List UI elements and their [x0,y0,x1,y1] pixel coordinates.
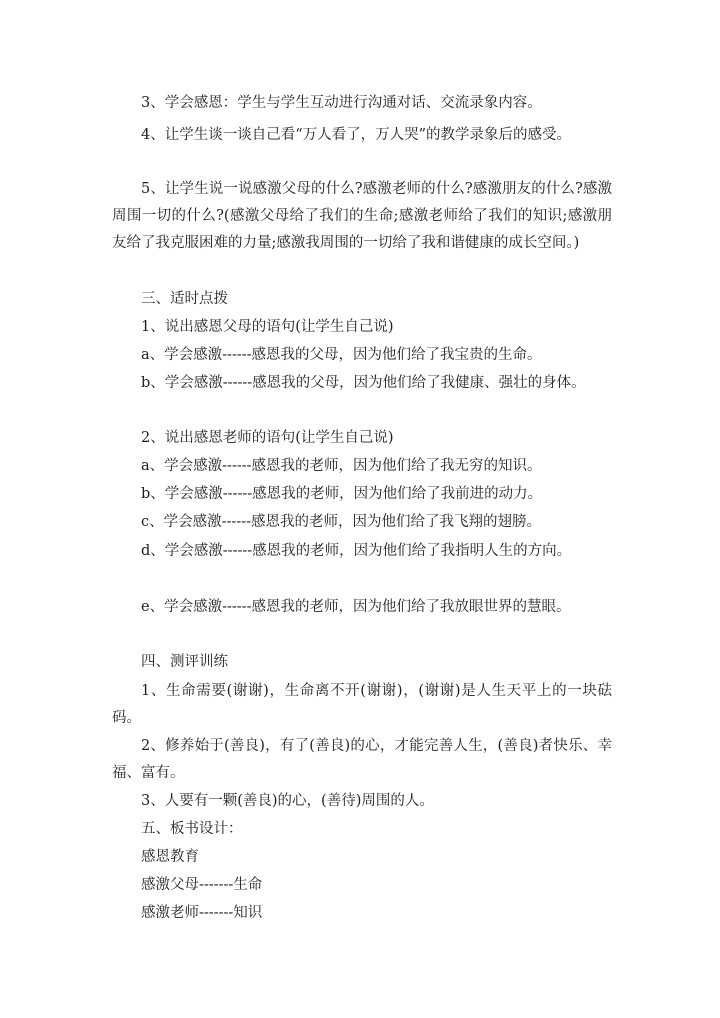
item-teachers-a: a、学会感激------感恩我的老师，因为他们给了我无穷的知识。 [141,458,542,474]
paragraph-5-what-to-thank: 5、让学生说一说感激父母的什么?感激老师的什么?感激朋友的什么?感激周围一切的什么?(感激父母给了我们的生命;感激老师给了我们的知识;感激朋友给了我克服困难的力量;感激我周围的一切给了我和谐健康的成长空间。) [112,181,612,251]
exercise-3: 3、人要有一颗(善良)的心，(善待)周围的人。 [141,793,434,809]
item-teachers-e: e、学会感激------感恩我的老师，因为他们给了我放眼世界的慧眼。 [141,599,571,615]
item-teachers-c: c、学会感激------感恩我的老师，因为他们给了我飞翔的翅膀。 [141,514,542,530]
item-parents-a: a、学会感激------感恩我的父母，因为他们给了我宝贵的生命。 [141,347,542,363]
heading-section-four: 四、测评训练 [141,654,228,670]
board-title: 感恩教育 [141,849,199,865]
item-teachers-d: d、学会感激------感恩我的老师，因为他们给了我指明人生的方向。 [141,543,572,559]
board-line-parents: 感激父母-------生命 [141,877,263,893]
item-parents-b: b、学会感激------感恩我的父母，因为他们给了我健康、强壮的身体。 [141,375,586,391]
item-parents-phrases: 1、说出感恩父母的语句(让学生自己说) [141,319,394,335]
board-line-teachers: 感激老师-------知识 [141,905,263,921]
heading-section-five: 五、板书设计： [141,821,243,837]
exercise-2: 2、修养始于(善良)，有了(善良)的心，才能完善人生，(善良)者快乐、幸福、富有。 [112,738,612,781]
paragraph-4-video-feelings: 4、让学生谈一谈自己看“万人看了，万人哭”的教学录象后的感受。 [141,127,572,143]
heading-section-three: 三、适时点拨 [141,291,228,307]
item-teachers-phrases: 2、说出感恩老师的语句(让学生自己说) [141,430,394,446]
paragraph-3-learn-gratitude: 3、学会感恩：学生与学生互动进行沟通对话、交流录象内容。 [141,95,542,111]
exercise-1: 1、生命需要(谢谢)，生命离不开(谢谢)，(谢谢)是人生天平上的一块砝码。 [112,683,612,726]
item-teachers-b: b、学会感激------感恩我的老师，因为他们给了我前进的动力。 [141,486,543,502]
